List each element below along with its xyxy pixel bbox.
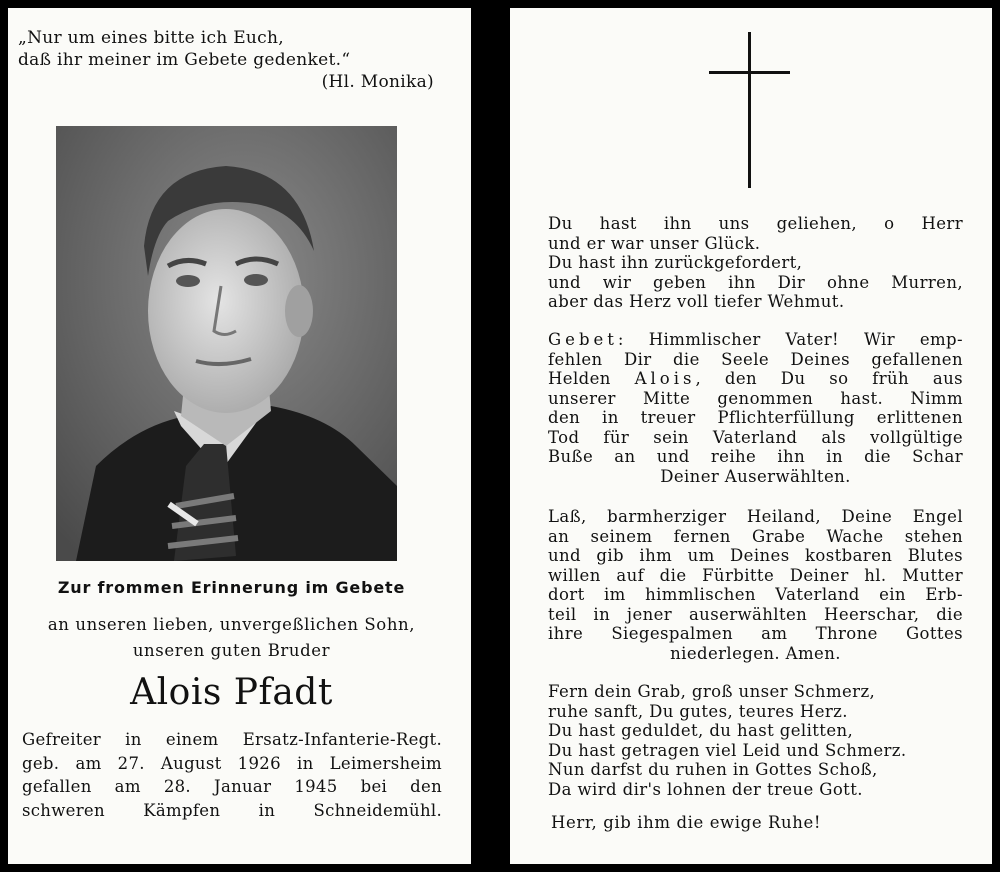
prayer-line-7: Buße an und reihe ihn in die Schar xyxy=(548,447,963,466)
portrait-illustration xyxy=(56,126,397,561)
verse-line-3: Du hast geduldet, du hast gelitten, xyxy=(548,721,854,740)
plea-line-1: Laß, barmherziger Heiland, Deine Engel xyxy=(548,507,963,526)
prayer-line-6: Tod für sein Vaterland als vollgültige xyxy=(548,427,963,447)
prayer-line-3 xyxy=(548,369,963,389)
prayer-line-2: fehlen Dir die Seele Deines gefallenen xyxy=(548,349,963,369)
details-line-4: schweren Kämpfen in Schneidemühl. xyxy=(22,800,442,820)
prayer-name: Alois xyxy=(634,369,696,388)
verse-line-5: Nun darfst du ruhen in Gottes Schoß, xyxy=(548,760,878,779)
details-line-3: gefallen am 28. Januar 1945 bei den xyxy=(22,777,442,796)
poem-line-4: und wir geben ihn Dir ohne Murren, xyxy=(548,272,963,292)
closing-verse xyxy=(548,682,963,799)
prayer-line-1-rest: : Himmlischer Vater! Wir emp- xyxy=(617,330,963,349)
poem-line-3: Du hast ihn zurückgefordert, xyxy=(548,253,803,272)
opening-poem xyxy=(548,214,963,312)
dedication-line-1: an unseren lieben, unvergeßlichen Sohn, xyxy=(47,615,416,634)
plea-line-7: ihre Siegespalmen am Throne Gottes xyxy=(548,624,963,643)
prayer-line-3-post: , den Du so früh aus xyxy=(695,369,963,388)
prayer-label: Gebet xyxy=(548,330,618,349)
plea-line-6: teil in jener auserwählten Heerschar, die xyxy=(548,604,963,624)
plea xyxy=(548,507,963,663)
poem-line-5: aber das Herz voll tiefer Wehmut. xyxy=(548,292,845,311)
plea-line-2: an seinem fernen Grabe Wache stehen xyxy=(548,526,963,546)
verse-line-4: Du hast getragen viel Leid und Schmerz. xyxy=(548,740,907,760)
biographical-details xyxy=(22,728,442,822)
prayer-line-3-pre: Helden xyxy=(548,369,611,388)
deceased-name: Alois Pfadt xyxy=(130,672,333,713)
verse-line-6: Da wird dir's lohnen der treue Gott. xyxy=(548,779,863,799)
prayer-line-5: den in treuer Pflichterfüllung erlittenen xyxy=(548,408,963,427)
verse-line-1: Fern dein Grab, groß unser Schmerz, xyxy=(548,682,876,701)
quote-line-2: daß ihr meiner im Gebete gedenket.“ xyxy=(18,50,351,70)
closing-line: Herr, gib ihm die ewige Ruhe! xyxy=(551,813,822,832)
poem-line-2: und er war unser Glück. xyxy=(548,233,761,253)
portrait-photo xyxy=(56,126,397,561)
details-line-2: geb. am 27. August 1926 in Leimersheim xyxy=(22,753,442,773)
dedication xyxy=(0,612,463,664)
plea-line-4: willen auf die Fürbitte Deiner hl. Mutter xyxy=(548,565,963,585)
details-line-1: Gefreiter in einem Ersatz-Infanterie-Regt. xyxy=(22,730,442,749)
plea-line-3: und gib ihm um Deines kostbaren Blutes xyxy=(548,546,963,565)
prayer xyxy=(548,330,963,486)
opening-quote xyxy=(18,27,438,93)
quote-attribution: (Hl. Monika) xyxy=(321,72,434,92)
prayer-line-4: unserer Mitte genommen hast. Nimm xyxy=(548,388,963,408)
cross-icon xyxy=(748,32,751,188)
memorial-heading: Zur frommen Erinnerung im Gebete xyxy=(57,578,406,597)
poem-line-1: Du hast ihn uns geliehen, o Herr xyxy=(548,214,963,233)
verse-line-2: ruhe sanft, Du gutes, teures Herz. xyxy=(548,701,848,721)
prayer-line-8: Deiner Auserwählten. xyxy=(660,466,851,486)
cross-icon-bar xyxy=(709,71,790,74)
quote-line-1: „Nur um eines bitte ich Euch, xyxy=(18,28,284,48)
dedication-line-2: unseren guten Bruder xyxy=(132,641,331,660)
plea-line-5: dort im himmlischen Vaterland ein Erb- xyxy=(548,585,963,604)
prayer-line-1 xyxy=(548,330,963,350)
plea-line-8: niederlegen. Amen. xyxy=(670,643,841,663)
